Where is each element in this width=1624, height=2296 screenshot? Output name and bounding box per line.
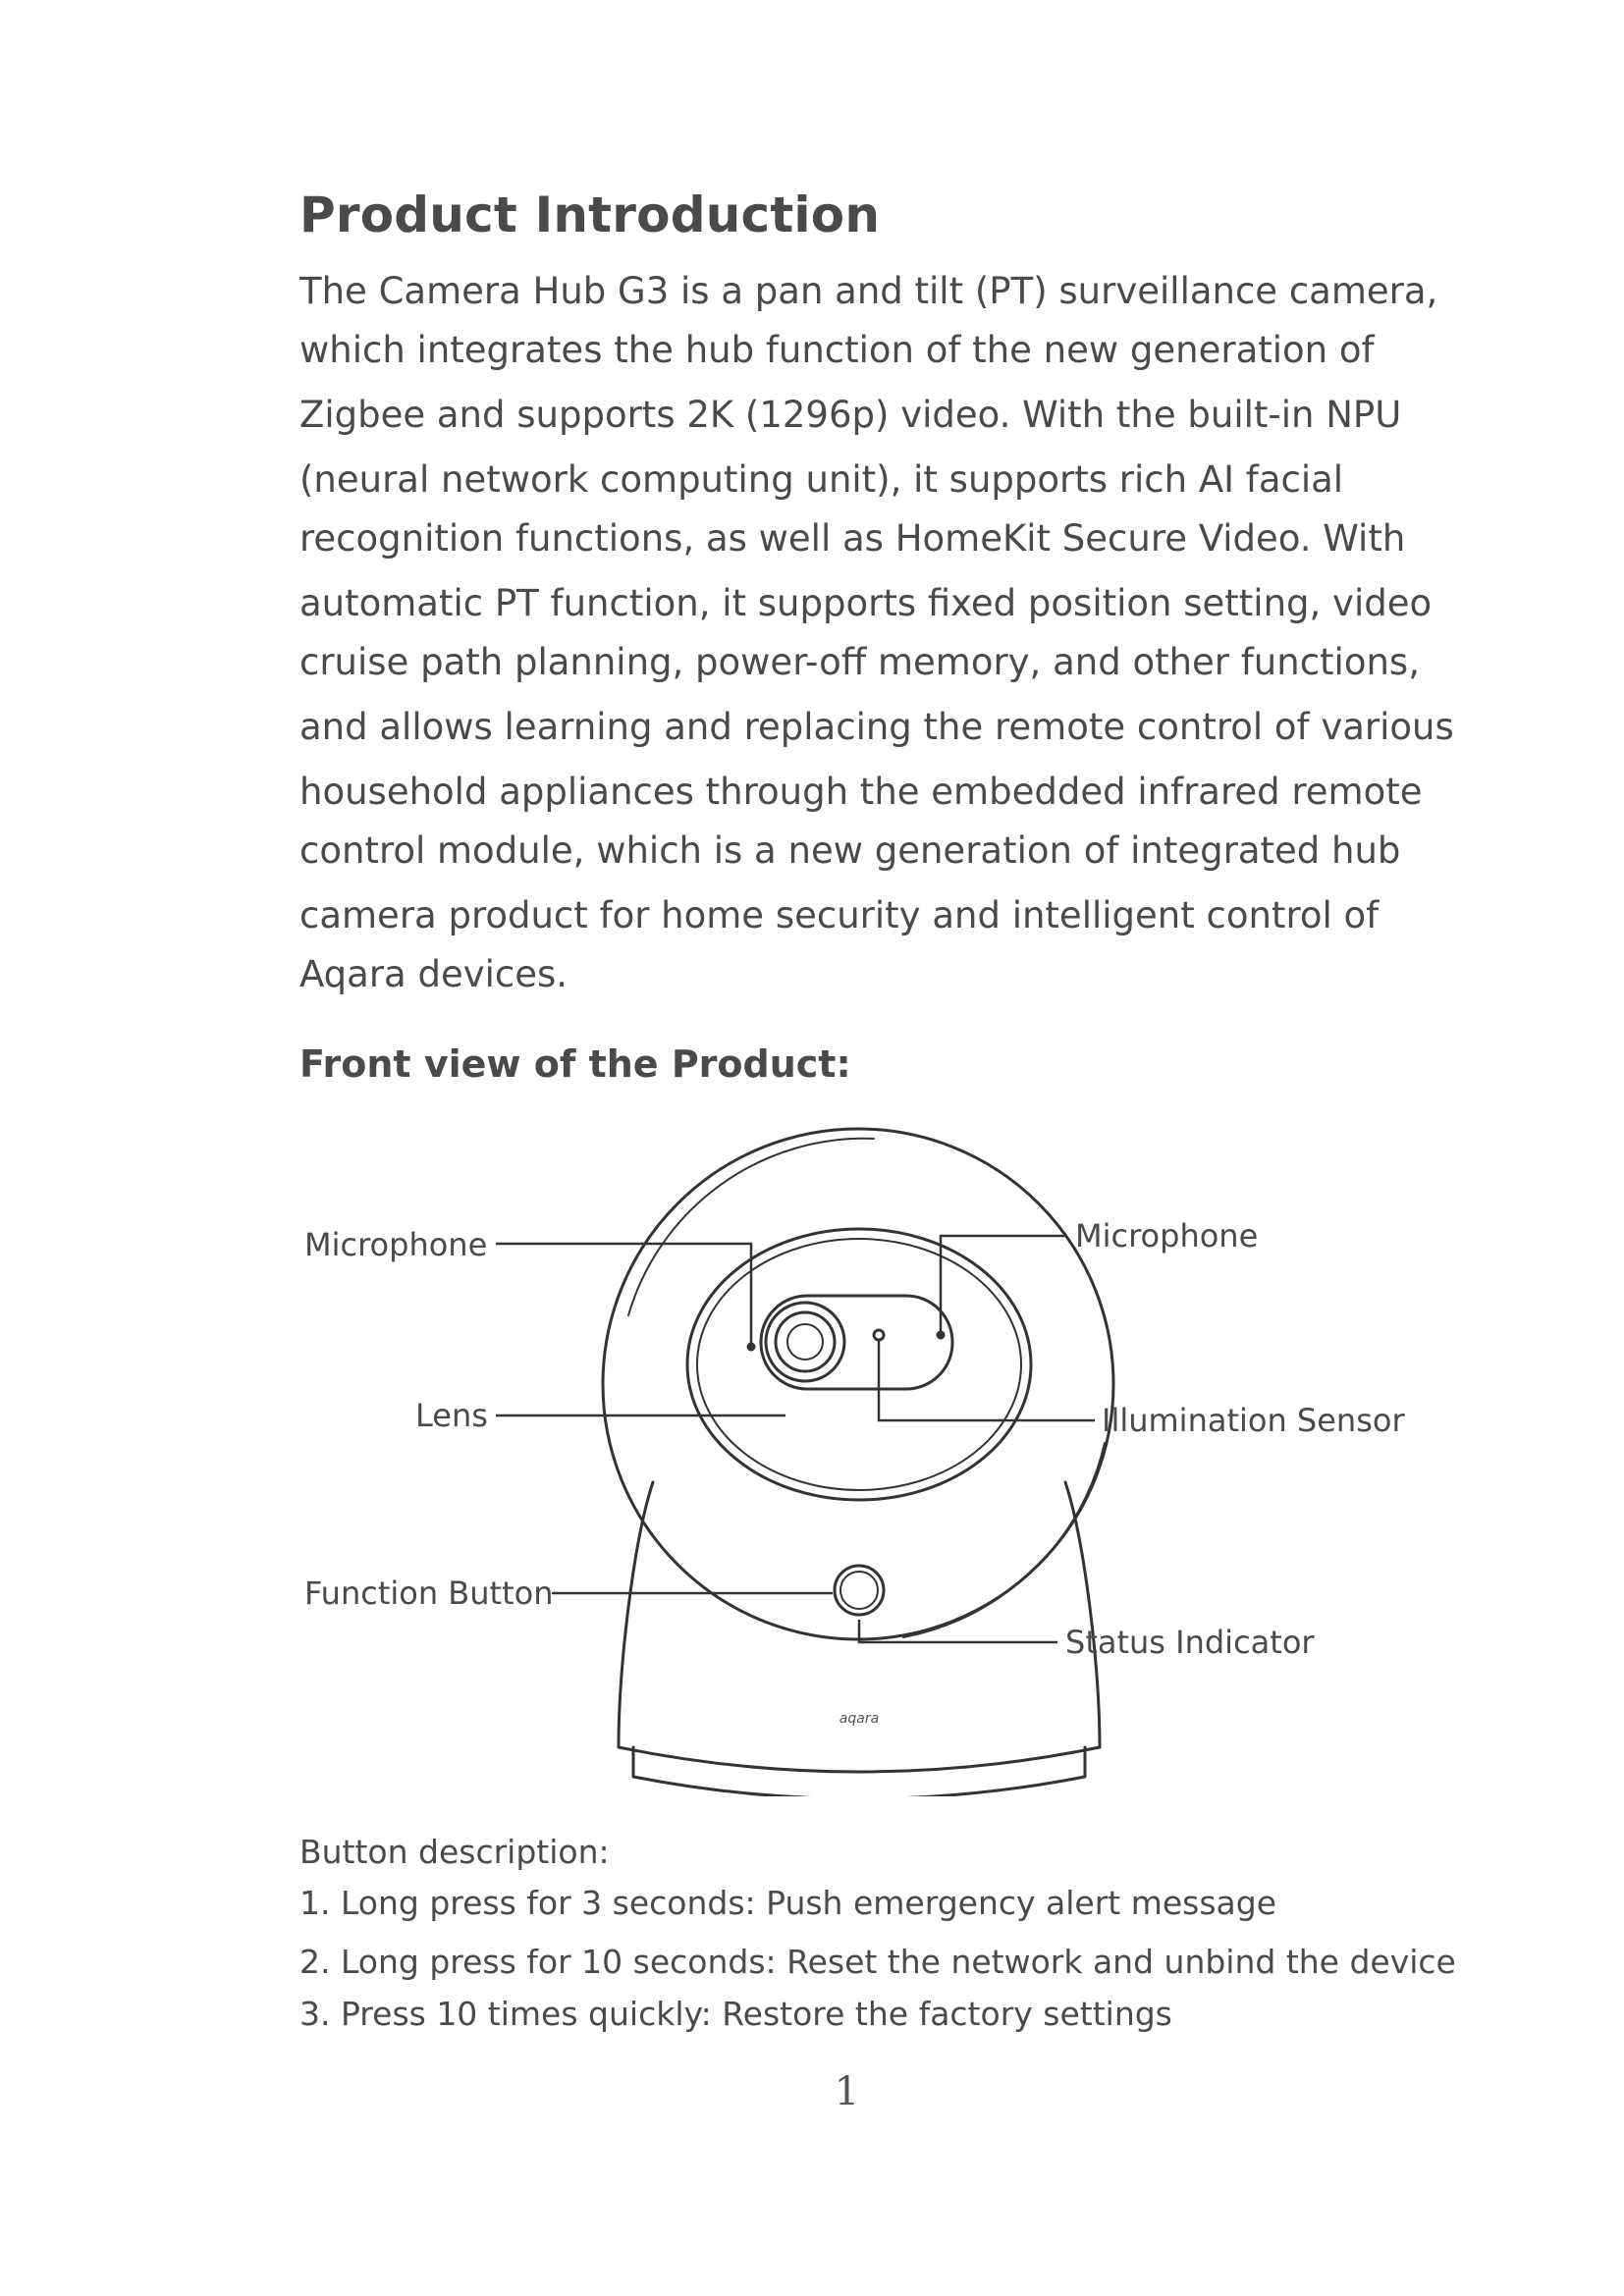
brand-logo: aqara	[839, 1711, 880, 1727]
intro-line: camera product for home security and intelligent control of	[299, 894, 1380, 936]
page-heading: Product Introduction	[299, 187, 881, 243]
camera-head-outline	[603, 1129, 1113, 1639]
front-view-title: Front view of the Product:	[299, 1042, 851, 1086]
microphone-left-dot	[748, 1344, 754, 1350]
intro-line: (neural network computing unit), it supports rich AI facial	[299, 458, 1344, 501]
product-front-view-diagram	[295, 1119, 1424, 1796]
button-description-title: Button description:	[299, 1833, 610, 1871]
lens-icon	[776, 1312, 835, 1371]
button-description-item: 1. Long press for 3 seconds: Push emergency alert message	[299, 1884, 1277, 1922]
page-number: 1	[834, 2069, 860, 2114]
intro-line: which integrates the hub function of the new generation of	[299, 329, 1375, 371]
intro-line: Zigbee and supports 2K (1296p) video. With the built-in NPU	[299, 394, 1402, 436]
function-button-icon	[835, 1566, 884, 1615]
intro-line: recognition functions, as well as HomeKit Secure Video. With	[299, 517, 1406, 560]
leader-microphone-right	[941, 1236, 1065, 1331]
intro-line: Aqara devices.	[299, 953, 568, 995]
button-description-item: 3. Press 10 times quickly: Restore the factory settings	[299, 1995, 1172, 2033]
leader-illumination-sensor	[879, 1341, 1095, 1420]
intro-line: cruise path planning, power-off memory, and other functions,	[299, 641, 1420, 683]
label-lens: Lens	[415, 1397, 488, 1434]
label-status-indicator: Status Indicator	[1065, 1624, 1315, 1661]
illumination-sensor-dot	[874, 1330, 884, 1340]
label-microphone-left: Microphone	[304, 1226, 488, 1263]
intro-line: household appliances through the embedded infrared remote	[299, 771, 1423, 813]
camera-body-left	[619, 1482, 653, 1747]
intro-line: automatic PT function, it supports fixed position setting, video	[299, 582, 1433, 624]
label-microphone-right: Microphone	[1075, 1217, 1259, 1255]
camera-face-plate	[687, 1229, 1031, 1500]
label-function-button: Function Button	[304, 1575, 554, 1612]
microphone-right-dot	[938, 1332, 944, 1338]
intro-line: The Camera Hub G3 is a pan and tilt (PT) surveillance camera,	[299, 270, 1438, 312]
camera-body-right	[1065, 1482, 1100, 1747]
button-description-item: 2. Long press for 10 seconds: Reset the network and unbind the device	[299, 1943, 1456, 1981]
lens-housing	[761, 1296, 952, 1389]
intro-line: and allows learning and replacing the remote control of various	[299, 706, 1454, 748]
intro-line: control module, which is a new generation of integrated hub	[299, 829, 1401, 872]
label-illumination-sensor: Illumination Sensor	[1102, 1402, 1405, 1439]
